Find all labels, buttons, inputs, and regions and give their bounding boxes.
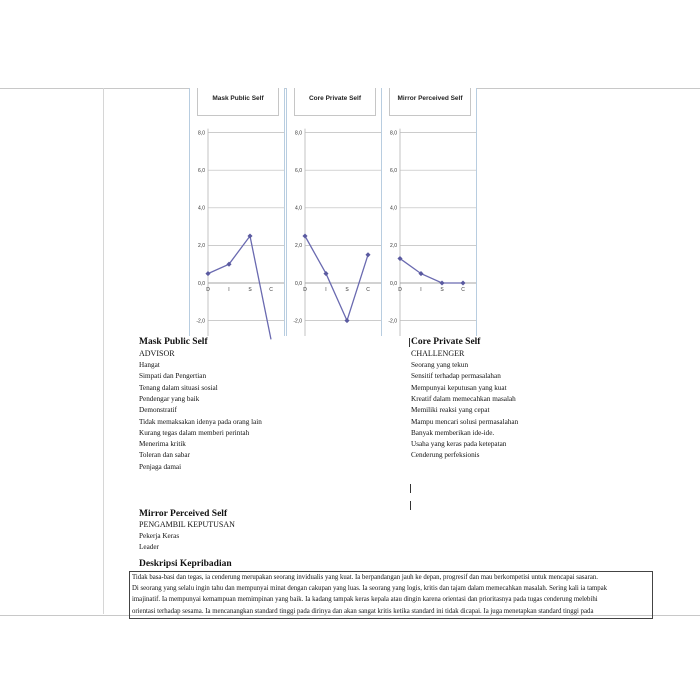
- x-tick-label: C: [461, 287, 465, 293]
- list-item: Hangat: [139, 361, 160, 369]
- series-line: [305, 236, 368, 321]
- list-item: Cenderung perfeksionis: [411, 451, 480, 460]
- chart-title: Mirror Perceived Self: [397, 95, 463, 102]
- core-type: CHALLENGER: [411, 349, 465, 358]
- data-point: [460, 280, 465, 285]
- y-tick-label: -2,0: [388, 318, 397, 325]
- list-item: Sensitif terhadap permasalahan: [411, 372, 501, 381]
- x-tick-label: C: [269, 287, 273, 293]
- chart-plot: [382, 88, 476, 336]
- x-tick-label: S: [440, 287, 444, 293]
- list-item: Tidak memaksakan idenya pada orang lain: [139, 417, 262, 426]
- y-tick-label: 2,0: [295, 243, 302, 250]
- description-title: Deskripsi Kepribadian: [139, 559, 232, 569]
- list-item: Usaha yang keras pada ketepatan: [411, 440, 507, 449]
- list-item: Kreatif dalam memecahkan masalah: [411, 394, 516, 403]
- y-tick-label: 8,0: [295, 130, 302, 137]
- y-tick-label: 6,0: [295, 168, 302, 174]
- description-line: Di seorang yang selalu ingin tahu dan mempunyai minat dengan cakupan yang luas. Ia seorang yang logis, kritis dan tajam dalam memecahkan masalah. Sering kali ia tampak: [132, 585, 608, 593]
- chart-plot: [287, 88, 381, 336]
- x-tick-label: I: [420, 287, 422, 293]
- y-tick-label: 4,0: [295, 205, 302, 212]
- data-point: [205, 271, 210, 276]
- data-point: [323, 271, 328, 276]
- x-tick-label: S: [248, 287, 252, 293]
- x-tick-label: D: [303, 287, 307, 293]
- list-item: Penjaga damai: [139, 462, 182, 471]
- list-item: Kurang tegas dalam memberi perintah: [139, 428, 250, 437]
- data-point: [344, 318, 349, 323]
- list-item: Mempunyai keputusan yang kuat: [411, 383, 507, 392]
- list-item: Simpati dan Pengertian: [139, 372, 207, 381]
- x-tick-label: D: [206, 287, 210, 293]
- list-item: Leader: [139, 543, 159, 551]
- x-tick-label: D: [398, 287, 402, 293]
- chart-title: Mask Public Self: [212, 95, 264, 102]
- y-tick-label: -2,0: [293, 318, 302, 325]
- list-item: Seorang yang tekun: [411, 361, 469, 369]
- y-tick-label: 8,0: [198, 130, 205, 137]
- series-line: [208, 236, 271, 339]
- description-line: orientasi terhadap sesama. Ia mencanangkan standard tinggi pada dirinya dan akan sangat kritis ketika standard ini tidak dicapai. Ia juga menetapkan standard tinggi pada: [132, 607, 594, 615]
- list-item: Demonstratif: [139, 406, 177, 415]
- mask-type: ADVISOR: [139, 349, 175, 358]
- x-tick-label: S: [345, 287, 349, 293]
- mask-section-title: Mask Public Self: [139, 337, 208, 347]
- y-tick-label: 8,0: [390, 130, 397, 137]
- y-tick-label: -2,0: [196, 318, 205, 325]
- y-tick-label: 0,0: [295, 280, 302, 287]
- y-tick-label: 0,0: [198, 280, 205, 287]
- chart-mask-public-self[interactable]: [189, 88, 285, 336]
- description-line: Tidak basa-basi dan tegas, ia cenderung merupakan seorang invidualis yang kuat. Ia berpandangan jauh ke depan, progresif dan mau berkompetisi untuk mencapai sasaran.: [132, 574, 598, 581]
- list-item: Tenang dalam situasi sosial: [139, 383, 218, 392]
- x-tick-label: I: [228, 287, 230, 293]
- data-point: [302, 233, 307, 238]
- text-cursor: [409, 338, 410, 347]
- y-tick-label: 6,0: [198, 168, 205, 174]
- list-item: Pendengar yang baik: [139, 394, 200, 403]
- series-line: [400, 259, 463, 283]
- mirror-section-title: Mirror Perceived Self: [139, 509, 228, 519]
- description-textbox[interactable]: [129, 571, 653, 619]
- y-tick-label: 0,0: [390, 280, 397, 287]
- list-item: Banyak memberikan ide-ide.: [411, 428, 495, 437]
- list-item: Toleran dan sabar: [139, 451, 190, 460]
- page-margin-guide: [103, 88, 104, 614]
- list-item: Pekerja Keras: [139, 532, 180, 540]
- text-cursor: [410, 501, 411, 510]
- mirror-type: PENGAMBIL KEPUTUSAN: [139, 520, 235, 529]
- y-tick-label: 2,0: [198, 243, 205, 250]
- y-tick-label: 4,0: [198, 205, 205, 212]
- text-cursor: [410, 484, 411, 493]
- list-item: Menerima kritik: [139, 440, 186, 449]
- chart-title: Core Private Self: [308, 95, 362, 102]
- y-tick-label: 4,0: [390, 205, 397, 212]
- x-tick-label: C: [366, 287, 370, 293]
- list-item: Mampu mencari solusi permasalahan: [411, 417, 519, 426]
- data-point: [365, 252, 370, 257]
- chart-mirror-perceived-self[interactable]: [381, 88, 477, 336]
- x-tick-label: I: [325, 287, 327, 293]
- y-tick-label: 2,0: [390, 243, 397, 250]
- chart-core-private-self[interactable]: [286, 88, 382, 336]
- y-tick-label: 6,0: [390, 168, 397, 174]
- list-item: Memiliki reaksi yang cepat: [411, 406, 490, 415]
- chart-plot: [190, 88, 284, 336]
- core-section-title: Core Private Self: [411, 337, 481, 347]
- description-line: imajinatif. Ia mempunyai kemampuan memimpinan yang baik. Ia kadang tampak keras kepala atau dingin karena orientasi dan prioritasnya pada tugas cenderung melebihi: [132, 596, 598, 604]
- data-point: [439, 280, 444, 285]
